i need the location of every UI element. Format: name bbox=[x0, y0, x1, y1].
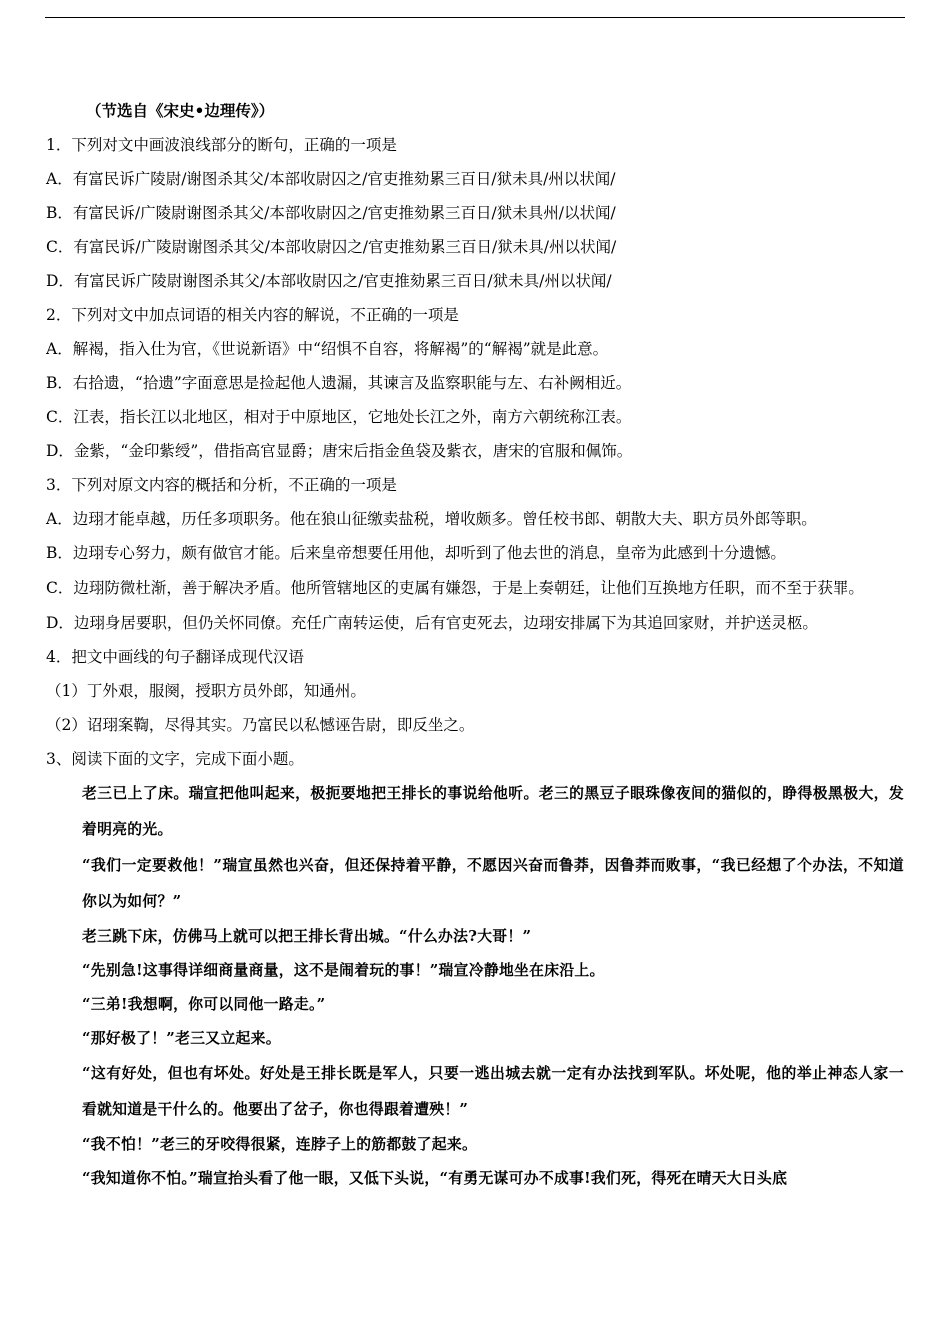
passage-paragraph: “我不怕！”老三的牙咬得很紧，连脖子上的筋都鼓了起来。 bbox=[82, 1136, 478, 1153]
passage-paragraph: “先别急!这事得详细商量商量，这不是闹着玩的事！”瑞宣冷静地坐在床沿上。 bbox=[82, 962, 605, 979]
question-1-option-a: A．有富民诉广陵尉/谢图杀其父/本部收尉囚之/官吏推劾累三百日/狱未具/州以状闻/ bbox=[46, 170, 616, 188]
document-body bbox=[46, 94, 904, 1196]
question-4-item-1: （1）丁外艰，服阕，授职方员外郎，知通州。 bbox=[46, 682, 366, 700]
question-2-option-c: C．江表，指长江以北地区，相对于中原地区，它地处长江之外，南方六朝统称江表。 bbox=[46, 408, 632, 426]
question-3-option-c: C．边珝防微杜渐，善于解决矛盾。他所管辖地区的吏属有嫌怨，于是上奏朝廷，让他们互换地方任职，而不至于获罪。 bbox=[46, 579, 864, 597]
question-3-option-b: B．边珝专心努力，颇有做官才能。后来皇帝想要任用他，却听到了他去世的消息，皇帝为此感到十分遗憾。 bbox=[46, 544, 786, 562]
question-2-option-d: D．金紫，“金印紫绶”，借指高官显爵；唐宋后指金鱼袋及紫衣，唐宋的官服和佩饰。 bbox=[46, 442, 633, 460]
question-1-option-d: D．有富民诉广陵尉谢图杀其父/本部收尉囚之/官吏推劾累三百日/狱未具/州以状闻/ bbox=[46, 272, 612, 290]
header-rule bbox=[45, 17, 905, 18]
question-1-option-c: C．有富民诉/广陵尉谢图杀其父/本部收尉囚之/官吏推劾累三百日/狱未具/州以状闻/ bbox=[46, 238, 617, 256]
source-citation: （节选自《宋史•边理传》） bbox=[86, 101, 275, 120]
passage-paragraph: “这有好处，但也有坏处。好处是王排长既是军人，只要一逃出城去就一定有办法找到军队。坏处呢，他的举止神态人家一看就知道是干什么的。他要出了岔子，你也得跟着遭殃！” bbox=[82, 1065, 904, 1118]
question-4-stem: 4．把文中画线的句子翻译成现代汉语 bbox=[46, 648, 304, 666]
question-1-stem: 1．下列对文中画波浪线部分的断句，正确的一项是 bbox=[46, 136, 397, 154]
passage-paragraph: “我知道你不怕。”瑞宣抬头看了他一眼，又低下头说，“有勇无谋可办不成事!我们死，得死在晴天大日头底 bbox=[82, 1170, 788, 1187]
question-4-item-2: （2）诏珝案鞫，尽得其实。乃富民以私憾诬告尉，即反坐之。 bbox=[46, 716, 475, 734]
passage-paragraph: “那好极了！”老三又立起来。 bbox=[82, 1030, 281, 1047]
question-2-option-b: B．右拾遗，“拾遗”字面意思是捡起他人遗漏，其谏言及监察职能与左、右补阙相近。 bbox=[46, 374, 632, 392]
question-2-stem: 2．下列对文中加点词语的相关内容的解说，不正确的一项是 bbox=[46, 306, 459, 324]
passage-paragraph: 老三已上了床。瑞宣把他叫起来，极扼要地把王排长的事说给他听。老三的黑豆子眼珠像夜间的猫似的，睁得极黑极大，发着明亮的光。 bbox=[82, 785, 904, 838]
passage-paragraph: 老三跳下床，仿佛马上就可以把王排长背出城。“什么办法?大哥！” bbox=[82, 928, 532, 945]
passage-paragraph: “三弟!我想啊，你可以同他一路走。” bbox=[82, 996, 326, 1013]
passage-paragraph: “我们一定要救他！”瑞宣虽然也兴奋，但还保持着平静，不愿因兴奋而鲁莽，因鲁莽而败事，“我已经想了个办法，不知道你以为如何？” bbox=[82, 857, 904, 910]
section-3-heading: 3、阅读下面的文字，完成下面小题。 bbox=[46, 750, 304, 768]
question-2-option-a: A．解褐，指入仕为官，《世说新语》中“绍惧不自容，将解褐”的“解褐”就是此意。 bbox=[46, 340, 609, 358]
question-1-option-b: B．有富民诉/广陵尉谢图杀其父/本部收尉囚之/官吏推劾累三百日/狱未具州/以状闻/ bbox=[46, 204, 616, 222]
question-3-option-d: D．边珝身居要职，但仍关怀同僚。充任广南转运使，后有官吏死去，边珝安排属下为其追回家财，并护送灵柩。 bbox=[46, 614, 818, 632]
question-3-option-a: A．边珝才能卓越，历任多项职务。他在狼山征缴卖盐税，增收颇多。曾任校书郎、朝散大夫、职方员外郎等职。 bbox=[46, 510, 817, 528]
question-3-stem: 3．下列对原文内容的概括和分析，不正确的一项是 bbox=[46, 476, 397, 494]
